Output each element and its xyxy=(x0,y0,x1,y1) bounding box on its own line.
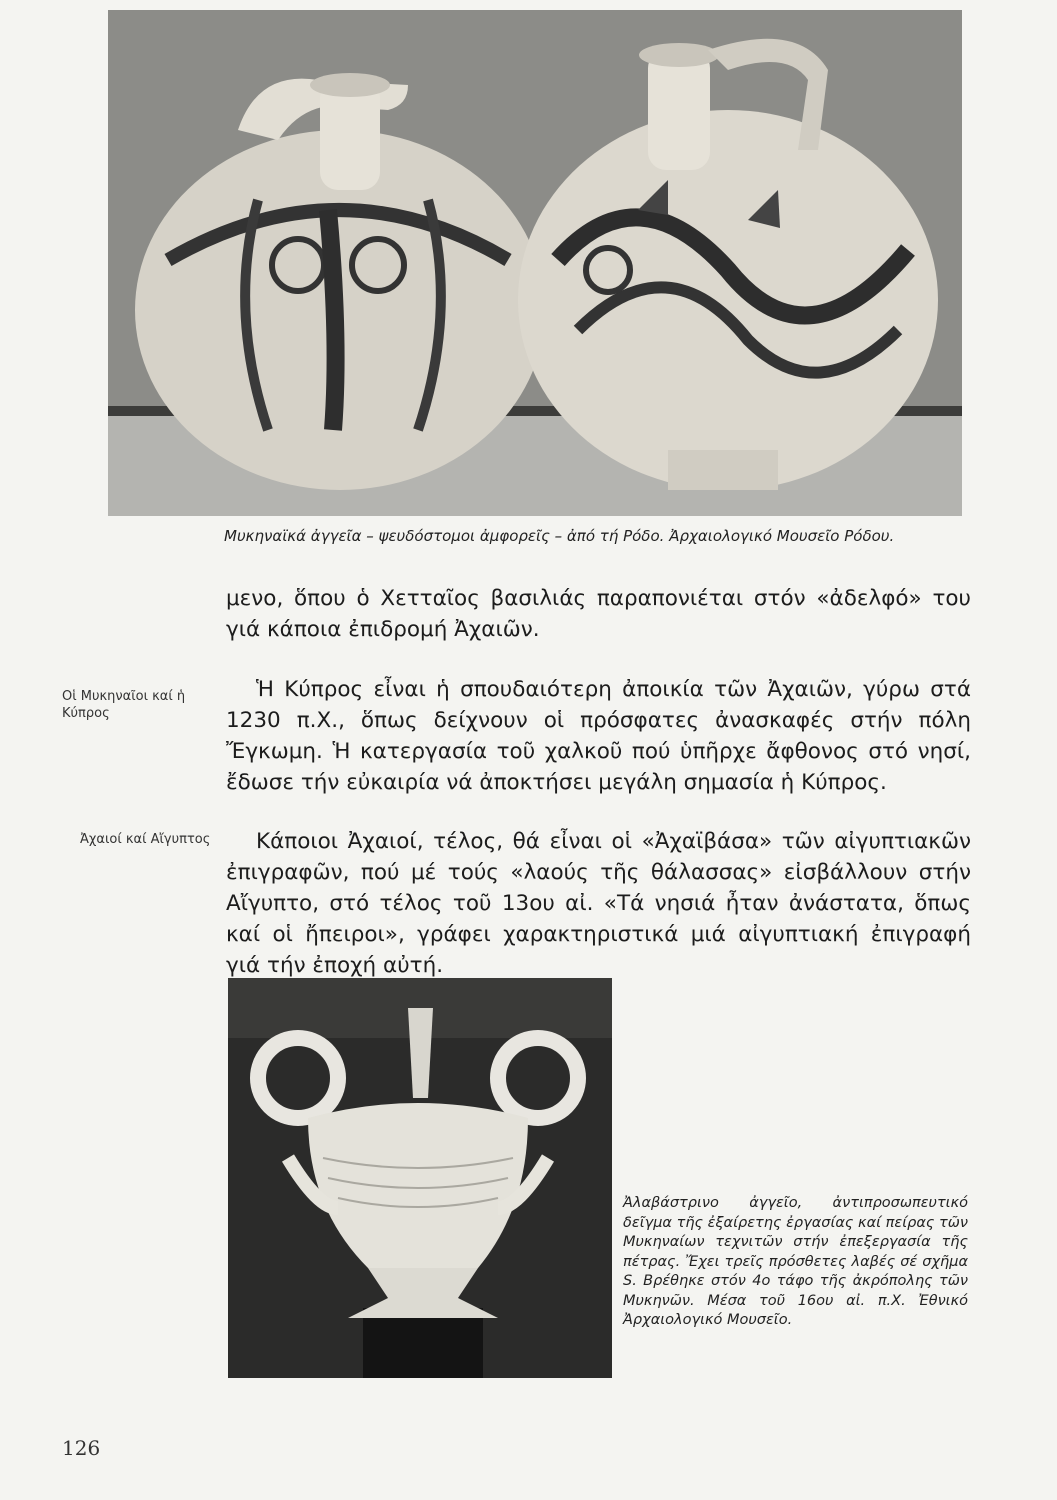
figure-bottom-caption: Ἀλαβάστρινο ἀγγεῖο, ἀντιπροσωπευτικό δεῖγμα τῆς ἐξαίρετης ἐργασίας καί πείρας τῶν Μυκηναίων τεχνιτῶν στήν ἐπεξεργασία τῆς πέτρας. Ἔχει τρεῖς πρόσθετες λαβές σέ σχῆμα S. Βρέθηκε στόν 4ο τάφο τῆς ἀκρόπολης τῶν Μυκηνῶν. Μέσα τοῦ 16ου αἰ. π.Χ. Ἐθνικό Ἀρχαιολογικό Μουσεῖο. xyxy=(623,1195,968,1328)
paragraph-continued: μενο, ὅπου ὁ Χετταῖος βασιλιάς παραπονιέται στόν «ἀδελφό» του γιά κάποια ἐπιδρομή Ἀχαιῶν. xyxy=(226,586,971,642)
margin-note-cyprus: Οἱ Μυκηναῖοι καί ἡ Κύπρος xyxy=(62,689,186,721)
figure-alabaster-vessel-photo xyxy=(228,978,612,1378)
margin-note-egypt: Ἀχαιοί καί Αἴγυπτος xyxy=(80,832,211,847)
paragraph-cyprus: Ἡ Κύπρος εἶναι ἡ σπουδαιότερη ἀποικία τῶν Ἀχαιῶν, γύρω στά 1230 π.Χ., ὅπως δείχνουν οἱ πρόσφατες ἀνασκαφές στήν πόλη Ἔγκωμη. Ἡ κατεργασία τοῦ χαλκοῦ πού ὑπῆρχε ἄφθονος στό νησί, ἔδωσε τήν εὐκαιρία νά ἀποκτήσει μεγάλη σημασία ἡ Κύπρος. xyxy=(226,677,971,795)
figure-stirrup-jars-photo xyxy=(108,10,962,516)
page-number: 126 xyxy=(62,1436,101,1460)
paragraph-egypt: Κάποιοι Ἀχαιοί, τέλος, θά εἶναι οἱ «Ἀχαϊβάσα» τῶν αἰγυπτιακῶν ἐπιγραφῶν, πού μέ τούς «λαούς τῆς θάλασσας» εἰσβάλλουν στήν Αἴγυπτο, στό τέλος τοῦ 13ου αἰ. «Τά νησιά ἦταν ἀνάστατα, ὅπως καί οἱ ἤπειροι», γράφει χαρακτηριστικά μιά αἰγυπτιακή ἐπιγραφή γιά τήν ἐποχή αὐτή. xyxy=(226,829,971,978)
figure-top-caption: Μυκηναϊκά ἀγγεῖα – ψευδόστομοι ἀμφορεῖς – ἀπό τή Ρόδο. Ἀρχαιολογικό Μουσεῖο Ρόδου. xyxy=(224,527,895,545)
